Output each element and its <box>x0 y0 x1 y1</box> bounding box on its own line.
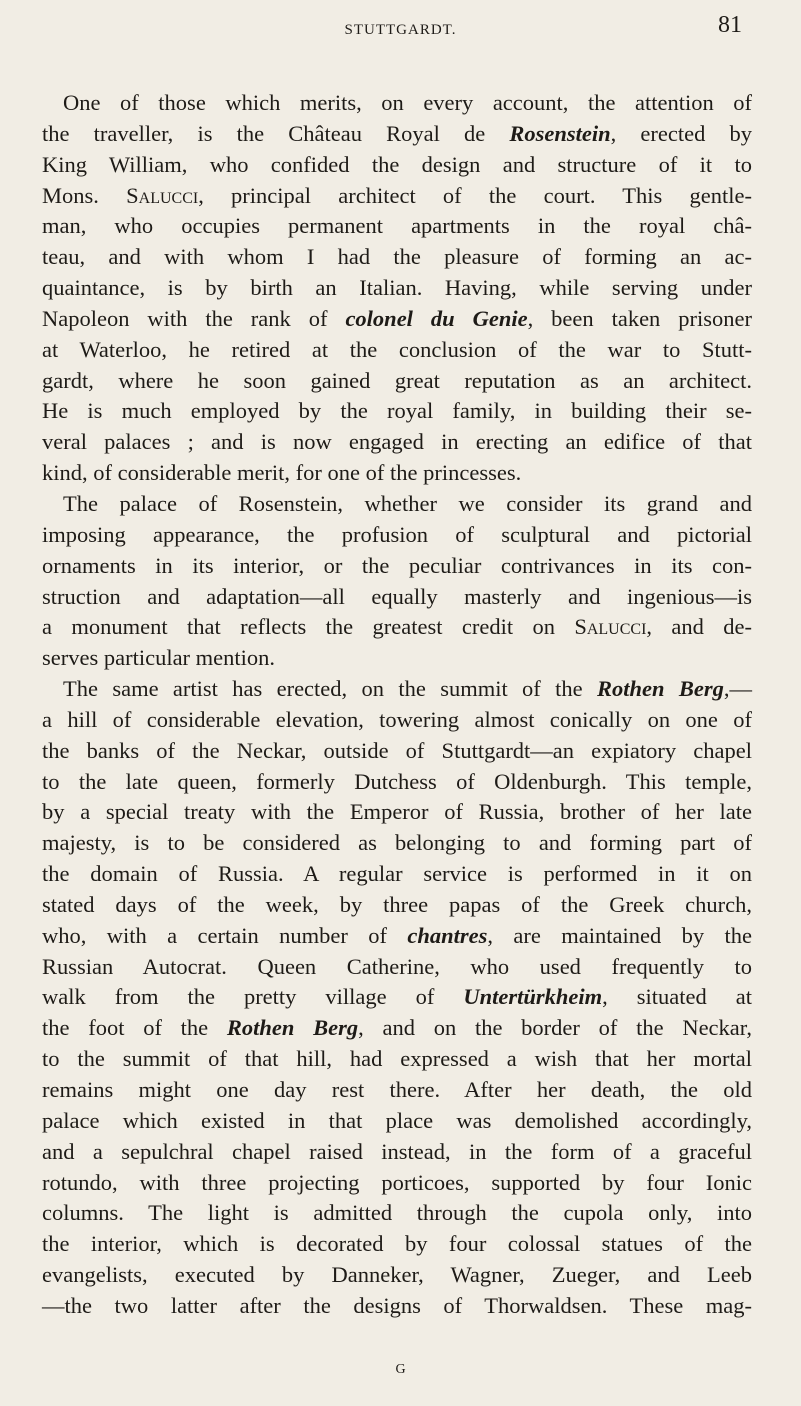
text-line: Russian Autocrat. Queen Catherine, who used frequently to <box>42 953 752 979</box>
text-line: the interior, which is decorated by four colossal statues of the <box>42 1231 752 1257</box>
italic-term: Rosenstein <box>509 120 611 146</box>
text-line: gardt, where he soon gained great reputation as an architect. <box>42 367 752 393</box>
text-line: the foot of the Rothen Berg, and on the border of the Neckar, <box>42 1015 752 1041</box>
text-line: the traveller, is the Château Royal de Rosenstein, erected by <box>42 120 752 146</box>
body-text <box>42 88 752 1322</box>
text-line: imposing appearance, the profusion of sculptural and pictorial <box>42 521 752 547</box>
text-line: serves particular mention. <box>42 645 276 671</box>
text-line: and a sepulchral chapel raised instead, in the form of a graceful <box>42 1138 752 1164</box>
italic-term: Rothen Berg <box>226 1015 359 1041</box>
text-line: The same artist has erected, on the summit of the Rothen Berg,— <box>63 676 752 702</box>
text-line: by a special treaty with the Emperor of Russia, brother of her late <box>42 799 752 825</box>
text-line: the banks of the Neckar, outside of Stuttgardt—an expiatory chapel <box>42 737 752 763</box>
text-line: remains might one day rest there. After her death, the old <box>42 1077 752 1102</box>
text-line: majesty, is to be considered as belonging to and forming part of <box>42 830 752 856</box>
text-line: palace which existed in that place was demolished accordingly, <box>42 1107 752 1133</box>
text-line: at Waterloo, he retired at the conclusion of the war to Stutt- <box>42 336 752 362</box>
text-line: One of those which merits, on every account, the attention of <box>63 90 752 115</box>
text-line: columns. The light is admitted through the cupola only, into <box>42 1200 752 1226</box>
text-line: ornaments in its interior, or the peculiar contrivances in its con- <box>42 552 752 578</box>
italic-term: colonel du Genie <box>345 305 528 331</box>
text-line: a monument that reflects the greatest credit on Salucci, and de- <box>42 614 752 640</box>
italic-term: chantres <box>407 922 488 948</box>
text-line: the domain of Russia. A regular service is performed in it on <box>42 861 752 887</box>
text-line: quaintance, is by birth an Italian. Having, while serving under <box>42 275 752 301</box>
running-head: STUTTGARDT. <box>344 22 457 38</box>
text-line: rotundo, with three projecting porticoes, supported by four Ionic <box>42 1169 752 1195</box>
text-line: struction and adaptation—all equally masterly and ingenious—is <box>42 583 752 609</box>
text-line: to the late queen, formerly Dutchess of Oldenburgh. This temple, <box>42 768 752 794</box>
small-caps-name: Salucci <box>574 614 647 640</box>
text-line: walk from the pretty village of Untertürkheim, situated at <box>42 984 752 1010</box>
page-number: 81 <box>718 12 742 38</box>
text-line: The palace of Rosenstein, whether we consider its grand and <box>63 490 752 516</box>
text-line: man, who occupies permanent apartments in the royal châ- <box>42 213 752 239</box>
text-line: teau, and with whom I had the pleasure of forming an ac- <box>42 244 752 270</box>
text-line: evangelists, executed by Danneker, Wagner, Zueger, and Leeb <box>42 1262 752 1288</box>
text-line: King William, who confided the design and structure of it to <box>42 151 752 177</box>
text-line: Mons. Salucci, principal architect of the court. This gentle- <box>42 182 753 208</box>
signature-mark: G <box>395 1362 406 1377</box>
text-line: Napoleon with the rank of colonel du Genie, been taken prisoner <box>42 305 752 331</box>
small-caps-name: Salucci <box>126 182 199 208</box>
text-line: veral palaces ; and is now engaged in erecting an edifice of that <box>42 429 752 455</box>
page-header <box>0 8 801 48</box>
text-line: to the summit of that hill, had expressed a wish that her mortal <box>42 1046 752 1072</box>
text-line: stated days of the week, by three papas of the Greek church, <box>42 891 752 917</box>
text-line: He is much employed by the royal family, in building their se- <box>42 398 752 424</box>
text-line: —the two latter after the designs of Thorwaldsen. These mag- <box>42 1292 752 1318</box>
text-line: a hill of considerable elevation, towering almost conically on one of <box>42 706 752 732</box>
text-line: kind, of considerable merit, for one of the princesses. <box>42 460 522 486</box>
italic-term: Rothen Berg <box>596 676 724 702</box>
text-line: who, with a certain number of chantres, are maintained by the <box>42 922 752 948</box>
italic-term: Untertürkheim <box>463 984 603 1010</box>
